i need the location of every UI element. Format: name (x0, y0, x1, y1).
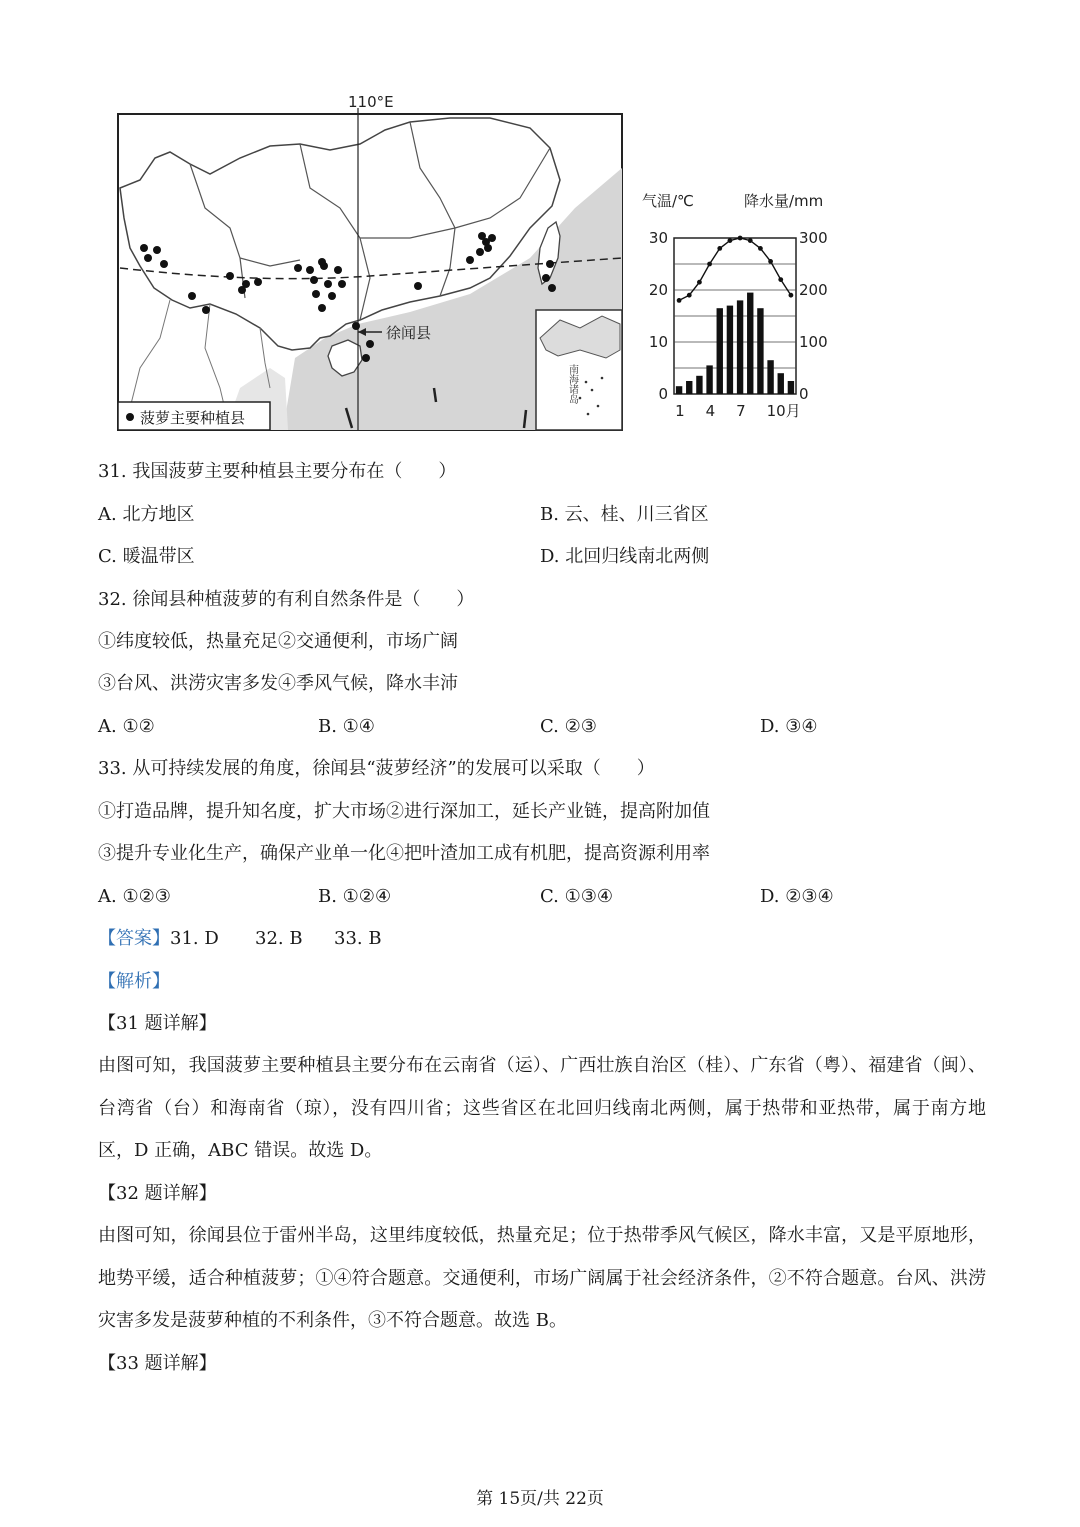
answer-31: 31. D (170, 928, 219, 949)
precip-tick-label: 100 (799, 333, 828, 351)
precip-tick-label: 300 (799, 229, 828, 247)
precip-bars (676, 293, 794, 394)
temp-tick-label: 20 (648, 281, 668, 299)
temp-tick-label: 30 (648, 229, 668, 247)
q31-option-a: A. 北方地区 (98, 504, 195, 525)
detail32-text: 由图可知，徐闻县位于雷州半岛，这里纬度较低，热量充足；位于热带季风气候区，降水丰富，又是平原地形，地势平缓，适合种植菠萝；①④符合题意。交通便利，市场广阔属于社会经济条件，②不符合题意。台风、洪涝灾害多发是菠萝种植的不利条件，③不符合题意。故选 B。 (98, 1225, 986, 1331)
q33-option-a: A. ①②③ (98, 886, 171, 907)
q33-line2: ③提升专业化生产，确保产业单一化④把叶渣加工成有机肥，提高资源利用率 (98, 843, 710, 864)
q32-option-b: B. ①④ (318, 716, 375, 737)
answer-tag: 【答案】 (98, 928, 170, 949)
month-tick-label: 10月 (766, 402, 801, 420)
temp-point (758, 246, 763, 251)
q32-option-c: C. ②③ (540, 716, 597, 737)
precip-bar (696, 376, 702, 394)
precip-bar (788, 381, 794, 394)
q33-stem: 33. 从可持续发展的角度，徐闻县“菠萝经济”的发展可以采取（ ） (98, 758, 655, 779)
q33-line1: ①打造品牌，提升知名度，扩大市场②进行深加工，延长产业链，提高附加值 (98, 801, 710, 822)
month-tick-label: 1 (675, 402, 685, 420)
answer-32: 32. B (255, 928, 303, 949)
temp-curve (679, 238, 791, 300)
precip-bar (737, 300, 743, 394)
month-tick-label: 7 (736, 402, 746, 420)
precip-bar (717, 308, 723, 394)
climate-chart-svg (636, 186, 842, 428)
temp-axis-title: 气温/℃ (642, 192, 694, 210)
q32-line2: ③台风、洪涝灾害多发④季风气候，降水丰沛 (98, 673, 458, 694)
precip-bar (686, 381, 692, 394)
precip-tick-label: 200 (799, 281, 828, 299)
precip-bar (757, 308, 763, 394)
detail31-heading: 【31 题详解】 (98, 1013, 217, 1034)
precip-bar (676, 386, 682, 394)
temp-point (738, 236, 743, 241)
chart-grid (674, 238, 796, 394)
analysis-tag: 【解析】 (98, 971, 170, 992)
precip-axis-title: 降水量/mm (744, 192, 824, 210)
temp-point (687, 293, 692, 298)
temp-point (778, 277, 783, 282)
temp-line (677, 236, 794, 303)
longitude-label: 110°E (348, 93, 394, 111)
precip-bar (747, 293, 753, 394)
precip-bar (706, 365, 712, 394)
precip-bar (778, 373, 784, 394)
q33-option-c: C. ①③④ (540, 886, 613, 907)
temp-point (717, 246, 722, 251)
map-svg (110, 88, 630, 434)
page-footer: 第 15页/共 22页 (476, 1489, 604, 1509)
detail33-heading: 【33 题详解】 (98, 1353, 217, 1374)
q32-line1: ①纬度较低，热量充足②交通便利，市场广阔 (98, 631, 458, 652)
month-tick-label: 4 (705, 402, 716, 420)
legend-dot-icon (126, 413, 134, 421)
q32-option-a: A. ①② (98, 716, 155, 737)
q33-option-d: D. ②③④ (760, 886, 834, 907)
temp-tick-label: 0 (658, 385, 668, 403)
south-sea-label: 南海诸岛 (566, 364, 578, 404)
detail31-text: 由图可知，我国菠萝主要种植县主要分布在云南省（运）、广西壮族自治区（桂）、广东省（粤）、福建省（闽）、台湾省（台）和海南省（琼），没有四川省；这些省区在北回归线南北两侧，属于热带和亚热带，属于南方地区，D 正确，ABC 错误。故选 D。 (98, 1055, 986, 1161)
precip-bar (727, 306, 733, 394)
temp-tick-label: 10 (648, 333, 668, 351)
detail32-heading: 【32 题详解】 (98, 1183, 217, 1204)
q33-option-b: B. ①②④ (318, 886, 392, 907)
temp-point (748, 238, 753, 243)
q31-option-d: D. 北回归线南北两侧 (540, 546, 710, 567)
temp-point (789, 293, 794, 298)
precip-tick-label: 0 (799, 385, 809, 403)
temp-point (768, 259, 773, 264)
temp-point (697, 280, 702, 285)
temp-point (707, 262, 712, 267)
answer-33: 33. B (334, 928, 382, 949)
q32-stem: 32. 徐闻县种植菠萝的有利自然条件是（ ） (98, 589, 475, 610)
q31-stem: 31. 我国菠萝主要种植县主要分布在（ ） (98, 461, 457, 482)
q32-option-d: D. ③④ (760, 716, 818, 737)
q31-option-b: B. 云、桂、川三省区 (540, 504, 709, 525)
temp-point (728, 238, 733, 243)
pineapple-distribution-map (110, 88, 630, 434)
temp-point (677, 298, 682, 303)
answer-row (98, 927, 219, 951)
xuwen-label: 徐闻县 (386, 324, 432, 342)
precip-bar (767, 360, 773, 394)
q31-option-c: C. 暖温带区 (98, 546, 195, 567)
legend-label: 菠萝主要种植县 (140, 409, 246, 427)
climate-chart (636, 186, 842, 428)
